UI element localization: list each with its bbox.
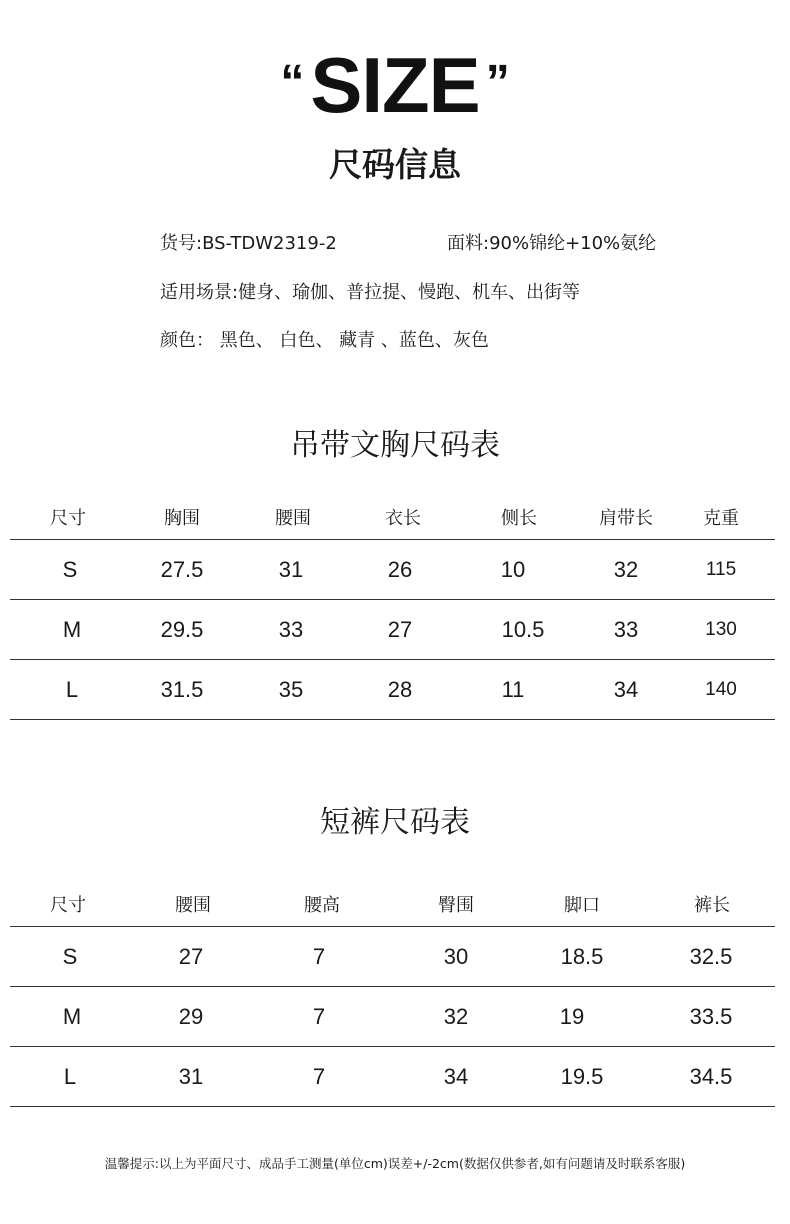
- table-cell: 7: [312, 944, 326, 969]
- table-row: [10, 987, 775, 1047]
- table-cell: 31: [278, 557, 304, 582]
- table-cell: 130: [705, 619, 737, 640]
- table-row: [10, 660, 775, 720]
- header-cell: 衣长: [385, 508, 421, 529]
- header-cell: 腰围: [275, 508, 311, 529]
- page-subtitle: 尺码信息: [329, 145, 461, 184]
- table-cell: 27: [178, 944, 204, 969]
- table-cell: 7: [312, 1064, 326, 1089]
- bra-table-title: 吊带文胸尺码表: [290, 428, 500, 463]
- size-title: SIZE: [310, 41, 480, 129]
- scenario-info: 适用场景:健身、瑜伽、普拉提、慢跑、机车、出街等: [160, 282, 581, 303]
- table-cell: 34.5: [689, 1064, 733, 1089]
- table-header-row: [10, 886, 775, 927]
- header-cell: 脚口: [564, 895, 600, 916]
- table-cell: 115: [705, 559, 737, 580]
- size-headline: [0, 38, 790, 133]
- table-cell: 29: [178, 1004, 204, 1029]
- table-cell: 19.5: [560, 1064, 604, 1089]
- table-cell: 18.5: [560, 944, 604, 969]
- table-cell: 10.5: [501, 617, 545, 642]
- table-row: [10, 540, 775, 600]
- table-cell: S: [62, 557, 78, 582]
- table-cell: 30: [443, 944, 469, 969]
- table-cell: 33.5: [689, 1004, 733, 1029]
- header-cell: 肩带长: [599, 508, 653, 529]
- table-cell: 19: [559, 1004, 585, 1029]
- table-cell: 10: [500, 557, 526, 582]
- table-cell: 34: [443, 1064, 469, 1089]
- table-cell: M: [62, 617, 82, 642]
- item-number: 货号:BS-TDW2319-2: [160, 233, 337, 254]
- table-header-row: [10, 499, 775, 540]
- table-cell: 26: [387, 557, 413, 582]
- table-cell: 29.5: [160, 617, 204, 642]
- header-cell: 尺寸: [50, 508, 86, 529]
- table-row: [10, 927, 775, 987]
- measurement-note: 温馨提示:以上为平面尺寸、成品手工测量(单位cm)误差+/-2cm(数据仅供参者,如有问题请及时联系客服): [104, 1156, 686, 1171]
- table-cell: 35: [278, 677, 304, 702]
- table-cell: 31: [178, 1064, 204, 1089]
- color-info: 颜色： 黑色、 白色、 藏青 、蓝色、灰色: [160, 330, 489, 351]
- shorts-size-table: [10, 886, 775, 1107]
- table-cell: 27: [387, 617, 413, 642]
- table-cell: S: [62, 944, 78, 969]
- table-cell: 27.5: [160, 557, 204, 582]
- table-cell: 11: [501, 677, 525, 702]
- header-cell: 胸围: [164, 508, 200, 529]
- table-cell: 31.5: [160, 677, 204, 702]
- header-cell: 臀围: [438, 895, 474, 916]
- table-cell: 34: [613, 677, 639, 702]
- table-cell: M: [62, 1004, 82, 1029]
- table-cell: L: [65, 677, 79, 702]
- table-cell: 33: [278, 617, 304, 642]
- fabric-info: 面料:90%锦纶+10%氨纶: [447, 233, 657, 254]
- table-cell: 7: [312, 1004, 326, 1029]
- table-cell: 33: [613, 617, 639, 642]
- table-cell: 28: [387, 677, 413, 702]
- table-cell: 32: [613, 557, 639, 582]
- table-cell: 32.5: [689, 944, 733, 969]
- header-cell: 克重: [703, 508, 739, 529]
- header-cell: 裤长: [694, 895, 730, 916]
- header-cell: 侧长: [501, 508, 537, 529]
- table-cell: L: [63, 1064, 77, 1089]
- bra-size-table: [10, 499, 775, 720]
- open-quote: “: [280, 56, 305, 109]
- table-cell: 140: [705, 679, 737, 700]
- header-cell: 尺寸: [50, 895, 86, 916]
- table-cell: 32: [443, 1004, 469, 1029]
- header-cell: 腰围: [175, 895, 211, 916]
- close-quote: ”: [485, 56, 510, 109]
- header-cell: 腰高: [304, 895, 340, 916]
- table-row: [10, 1047, 775, 1107]
- table-row: [10, 600, 775, 660]
- shorts-table-title: 短裤尺码表: [320, 805, 470, 840]
